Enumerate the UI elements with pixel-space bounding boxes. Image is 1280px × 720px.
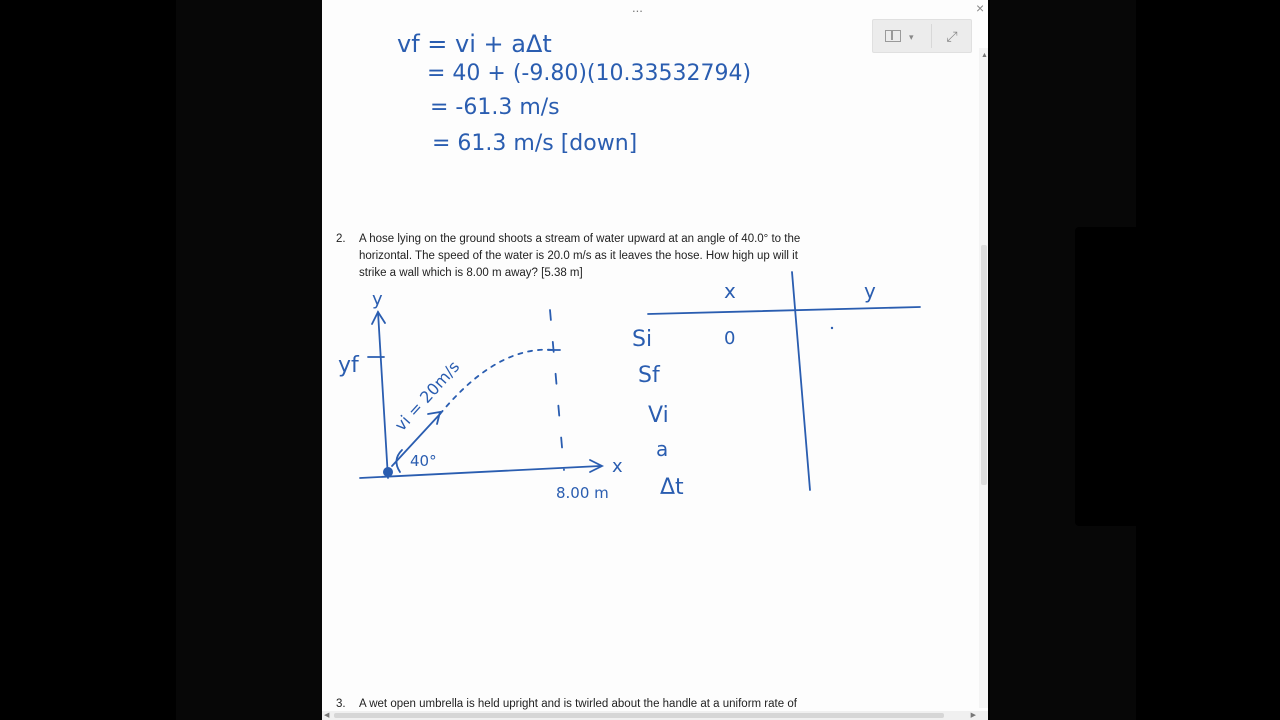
problem-2-number: 2. [336, 233, 346, 245]
scroll-up-icon[interactable]: ▲ [981, 52, 988, 59]
projectile-diagram [338, 289, 623, 502]
scroll-left-icon[interactable]: ◀ [324, 712, 330, 719]
angle-arc [396, 450, 402, 472]
yf-label: yf [338, 353, 359, 378]
angle-label: 40° [410, 452, 437, 470]
table-row-dt: Δt [660, 475, 684, 500]
chevron-down-icon: ▾ [909, 32, 914, 42]
table-row-vi: Vi [648, 403, 669, 428]
expand-icon[interactable]: ⤢ [946, 28, 958, 44]
table-dot [831, 327, 833, 329]
layout-toggle-button[interactable] [881, 26, 919, 46]
table-si-x-value: 0 [724, 328, 736, 349]
equation-line-2: = 40 + (-9.80)(10.33532794) [427, 61, 752, 86]
problem-3-text: A wet open umbrella is held upright and is twirled about the handle at a uniform rate of [359, 698, 797, 710]
y-axis-label: y [372, 289, 383, 310]
layout-columns-icon [885, 30, 901, 42]
table-row-sf: Sf [638, 363, 660, 388]
equation-line-4: = 61.3 m/s [down] [432, 131, 638, 156]
distance-label: 8.00 m [556, 484, 609, 502]
close-icon[interactable]: × [976, 0, 985, 16]
table-row-a: a [656, 437, 669, 461]
table-header-x: x [724, 279, 736, 303]
x-axis-label: x [612, 456, 623, 477]
equation-line-3: = -61.3 m/s [430, 95, 560, 120]
kinematics-table [632, 272, 920, 500]
table-row-si: Si [632, 327, 653, 352]
toolbar-divider [931, 24, 932, 48]
trajectory-dashed [440, 350, 554, 414]
y-axis [378, 312, 388, 478]
handwritten-notes [322, 0, 988, 720]
document-page [322, 0, 988, 720]
vi-label: vi = 20m/s [390, 357, 464, 435]
x-axis [360, 466, 600, 478]
problem-3-number: 3. [336, 698, 346, 710]
launch-point [383, 467, 393, 477]
view-toolbar [872, 19, 972, 53]
horizontal-scrollbar-thumb[interactable] [334, 713, 944, 718]
horizontal-scrollbar[interactable] [322, 711, 988, 720]
table-column-divider [792, 272, 810, 490]
velocity-arrow [428, 412, 440, 424]
right-side-panel [1075, 227, 1136, 526]
more-options-icon[interactable]: ... [632, 0, 643, 15]
equation-line-1: vf = vi + aΔt [397, 30, 552, 58]
problem-2-text: A hose lying on the ground shoots a stream of water upward at an angle of 40.0° to the horizontal. The speed of the water is 20.0 m/s as it leaves the hose. How high up will it strike a wall which is 8.00 m away? [5.38 m] [359, 233, 801, 279]
table-header-y: y [864, 279, 876, 303]
wall-line [550, 310, 564, 470]
scroll-right-icon[interactable]: ▶ [970, 712, 976, 719]
table-header-line [648, 307, 920, 314]
vertical-scrollbar-thumb[interactable] [981, 245, 987, 485]
left-margin [176, 0, 322, 720]
